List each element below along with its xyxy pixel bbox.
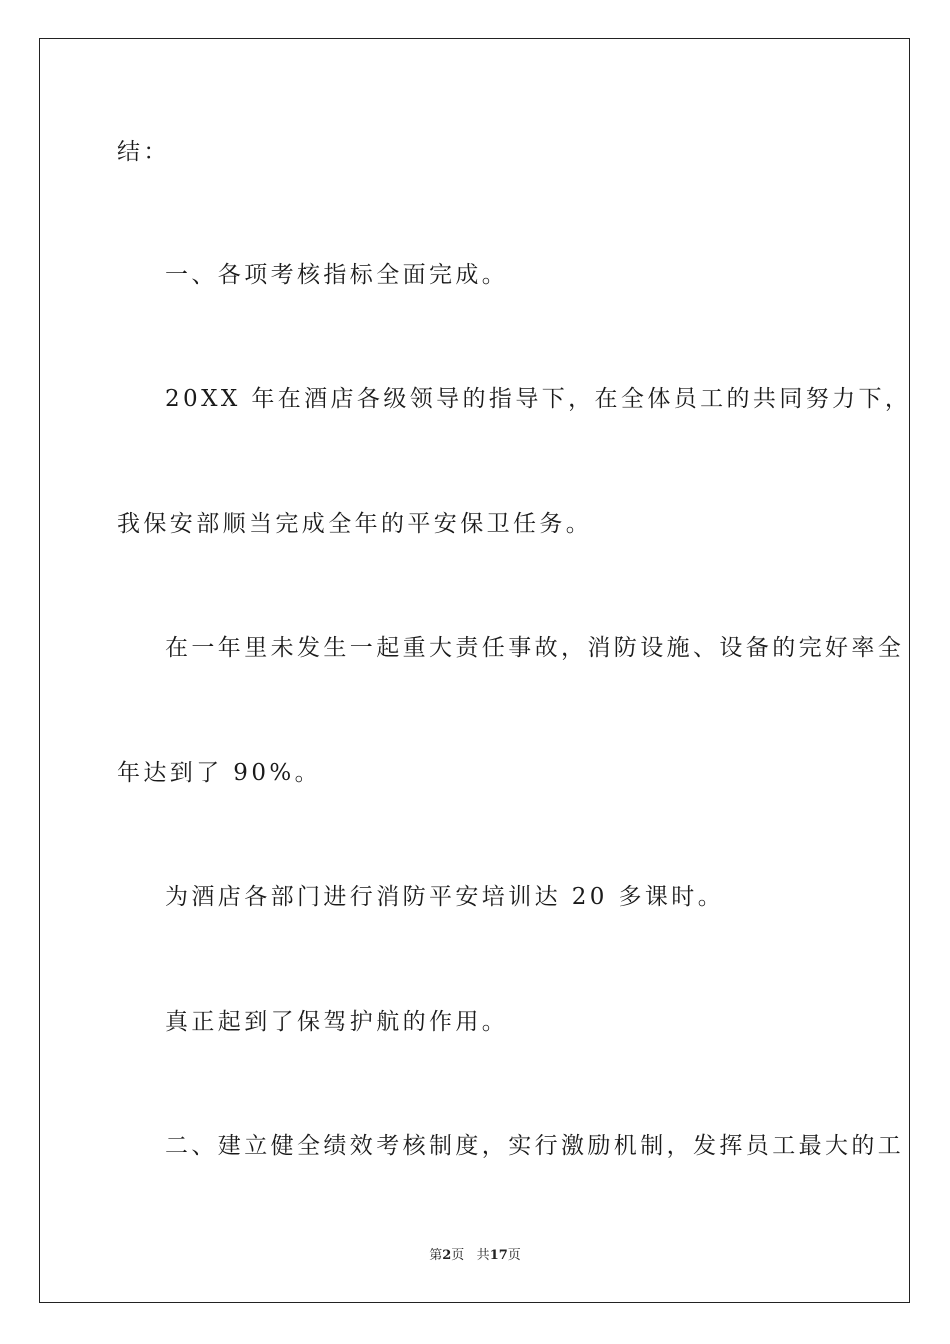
total-suffix: 页 [507, 1248, 521, 1263]
paragraph-line-4: 我保安部顺当完成全年的平安保卫任务。 [117, 511, 593, 537]
paragraph-line-5: 在一年里未发生一起重大责任事故，消防设施、设备的完好率全 [165, 635, 905, 661]
page-footer [0, 1244, 950, 1263]
page-suffix: 页 [451, 1248, 465, 1263]
paragraph-line-6: 年达到了 90%。 [117, 760, 322, 786]
paragraph-line-7: 为酒店各部门进行消防平安培训达 20 多课时。 [165, 884, 725, 910]
total-pages: 17 [489, 1248, 508, 1263]
page-border [39, 38, 910, 1303]
paragraph-line-1: 结： [117, 139, 170, 165]
page-prefix: 第 [429, 1248, 443, 1263]
page-number: 2 [442, 1248, 452, 1263]
total-prefix: 共 [476, 1248, 490, 1263]
paragraph-line-3: 20XX 年在酒店各级领导的指导下，在全体员工的共同努力下， [165, 386, 912, 412]
paragraph-line-8: 真正起到了保驾护航的作用。 [165, 1009, 509, 1035]
section-heading-1: 一、各项考核指标全面完成。 [165, 262, 509, 288]
section-heading-2: 二、建立健全绩效考核制度，实行激励机制，发挥员工最大的工 [165, 1133, 905, 1159]
